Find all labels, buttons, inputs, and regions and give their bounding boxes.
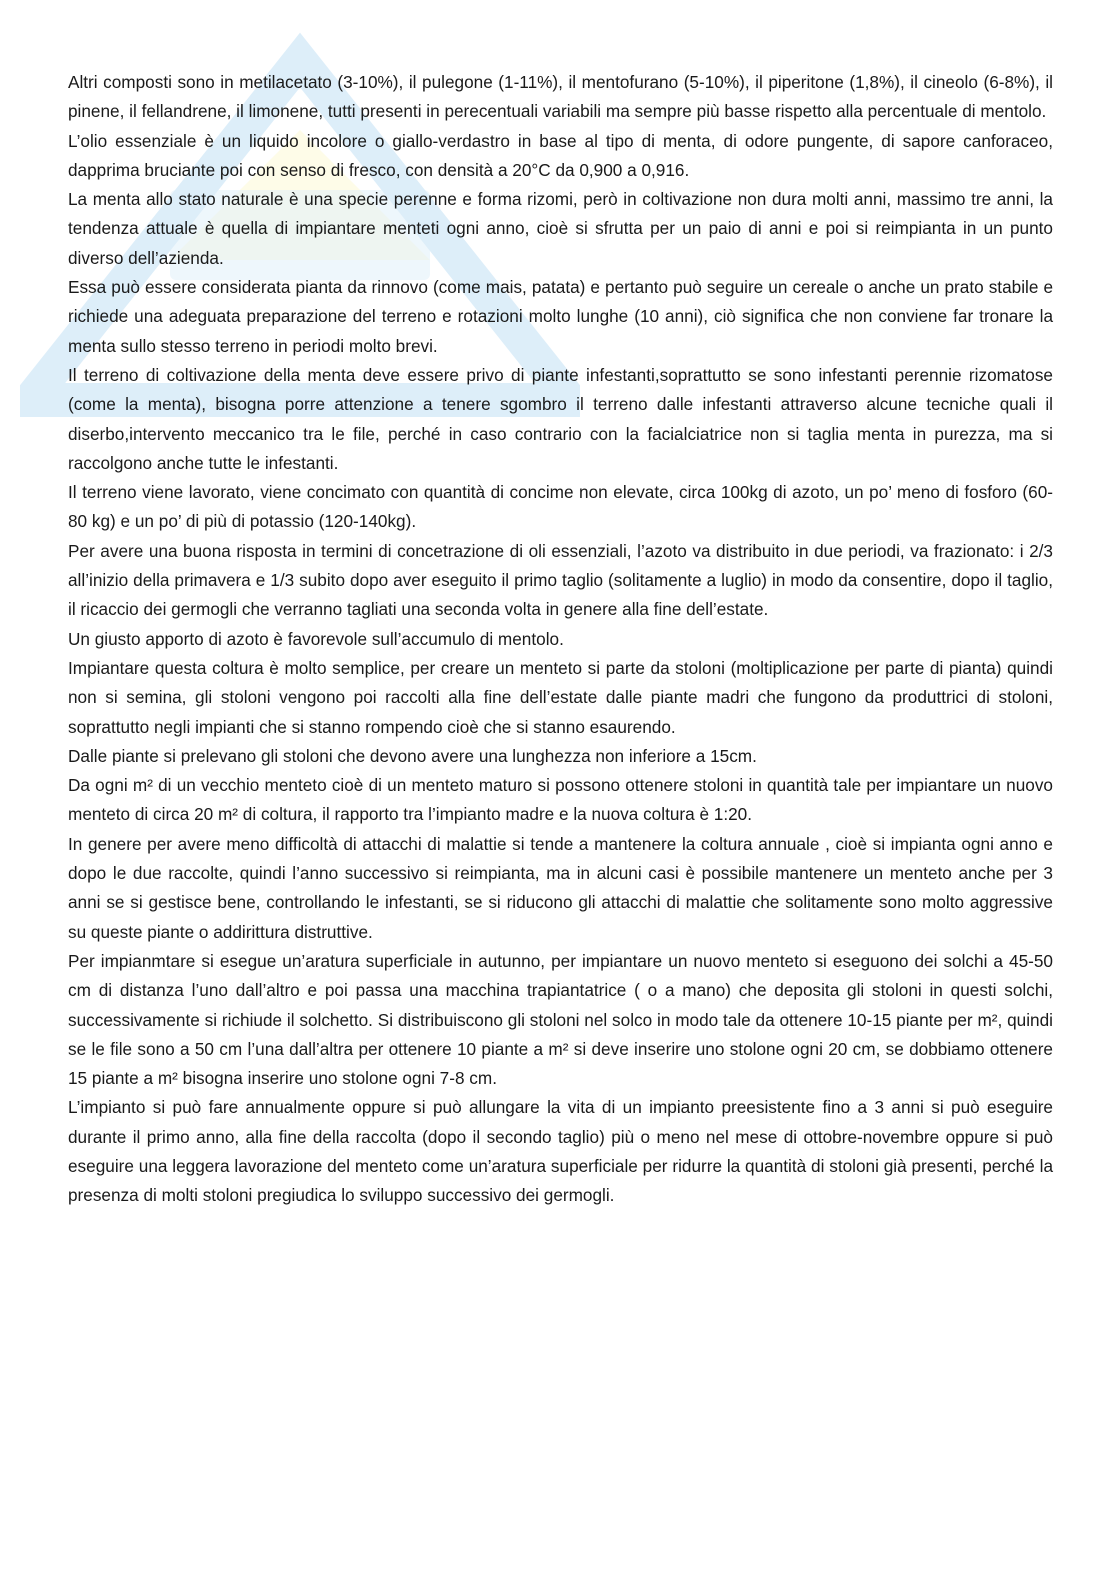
paragraph: Un giusto apporto di azoto è favorevole sull’accumulo di mentolo.: [68, 628, 564, 649]
document-body: [68, 68, 1053, 1211]
paragraph: Impiantare questa coltura è molto semplice, per creare un menteto si parte da stoloni (moltiplicazione per parte di pianta) quindi non si semina, gli stoloni vengono poi raccolti alla fine dell’estate dalle piante madri che fungono da produttrici di stoloni, soprattutto negli impianti che si stanno rompendo cioè che si stanno esaurendo.: [68, 657, 1053, 737]
paragraph: L’impianto si può fare annualmente oppure si può allungare la vita di un impianto preesistente fino a 3 anni si può eseguire durante il primo anno, alla fine della raccolta (dopo il secondo taglio) più o meno nel mese di ottobre-novembre oppure si può eseguire una leggera lavorazione del menteto come un’aratura superficiale per ridurre la quantità di stoloni già presenti, perché la presenza di molti stoloni pregiudica lo sviluppo successivo dei germogli.: [68, 1097, 1053, 1206]
paragraph: Per avere una buona risposta in termini di concetrazione di oli essenziali, l’azoto va distribuito in due periodi, va frazionato: i 2/3 all’inizio della primavera e 1/3 subito dopo aver eseguito il primo taglio (solitamente a luglio) in modo da consentire, dopo il taglio, il ricaccio dei germogli che verranno tagliati una seconda volta in genere alla fine dell’estate.: [68, 540, 1053, 620]
paragraph: In genere per avere meno difficoltà di attacchi di malattie si tende a mantenere la coltura annuale , cioè si impianta ogni anno e dopo le due raccolte, quindi l’anno successivo si reimpianta, ma in alcuni casi è possibile mantenere un menteto anche per 3 anni se si gestisce bene, controllando le infestanti, se si riducono gli attacchi di malattie che solitamente sono molto aggressive su queste piante o addirittura distruttive.: [68, 833, 1053, 942]
paragraph: Il terreno di coltivazione della menta deve essere privo di piante infestanti,soprattutto se sono infestanti perennie rizomatose (come la menta), bisogna porre attenzione a tenere sgombro il terreno dalle infestanti attraverso alcune tecniche quali il diserbo,intervento meccanico tra le file, perché in caso contrario con la facialciatrice non si taglia menta in purezza, ma si raccolgono anche tutte le infestanti.: [68, 364, 1053, 473]
paragraph: Altri composti sono in metilacetato (3-10%), il pulegone (1-11%), il mentofurano (5-10%), il piperitone (1,8%), il cineolo (6-8%), il pinene, il fellandrene, il limonene, tutti presenti in perecentuali variabili ma sempre più basse rispetto alla percentuale di mentolo.: [68, 72, 1053, 122]
paragraph: Il terreno viene lavorato, viene concimato con quantità di concime non elevate, circa 100kg di azoto, un po’ meno di fosforo (60-80 kg) e un po’ di più di potassio (120-140kg).: [68, 482, 1053, 532]
paragraph: La menta allo stato naturale è una specie perenne e forma rizomi, però in coltivazione non dura molti anni, massimo tre anni, la tendenza attuale è quella di impiantare menteti ogni anno, cioè si sfrutta per un paio di anni e poi si reimpianta in un punto diverso dell’azienda.: [68, 189, 1053, 268]
paragraph: Dalle piante si prelevano gli stoloni che devono avere una lunghezza non inferiore a 15cm.: [68, 745, 757, 766]
paragraph: Da ogni m² di un vecchio menteto cioè di un menteto maturo si possono ottenere stoloni in quantità tale per impiantare un nuovo menteto di circa 20 m² di coltura, il rapporto tra l’impianto madre e la nuova coltura è 1:20.: [68, 775, 1053, 825]
paragraph: L’olio essenziale è un liquido incolore o giallo-verdastro in base al tipo di menta, di odore pungente, di sapore canforaceo, dapprima bruciante poi con senso di fresco, con densità a 20°C da 0,900 a 0,916.: [68, 130, 1053, 180]
paragraph: Per impianmtare si esegue un’aratura superficiale in autunno, per impiantare un nuovo menteto si eseguono dei solchi a 45-50 cm di distanza l’uno dall’altro e poi passa una macchina trapiantatrice ( o a mano) che deposita gli stoloni in questi solchi, successivamente si richiude il solchetto. Si distribuiscono gli stoloni nel solco in modo tale da ottenere 10-15 piante per m², quindi se le file sono a 50 cm l’una dall’altra per ottenere 10 piante a m² si deve inserire uno stolone ogni 20 cm, se dobbiamo ottenere 15 piante a m² bisogna inserire uno stolone ogni 7-8 cm.: [68, 950, 1053, 1089]
paragraph: Essa può essere considerata pianta da rinnovo (come mais, patata) e pertanto può seguire un cereale o anche un prato stabile e richiede una adeguata preparazione del terreno e rotazioni molto lunghe (10 anni), ciò significa che non conviene far tronare la menta sullo stesso terreno in periodi molto brevi.: [68, 277, 1053, 356]
